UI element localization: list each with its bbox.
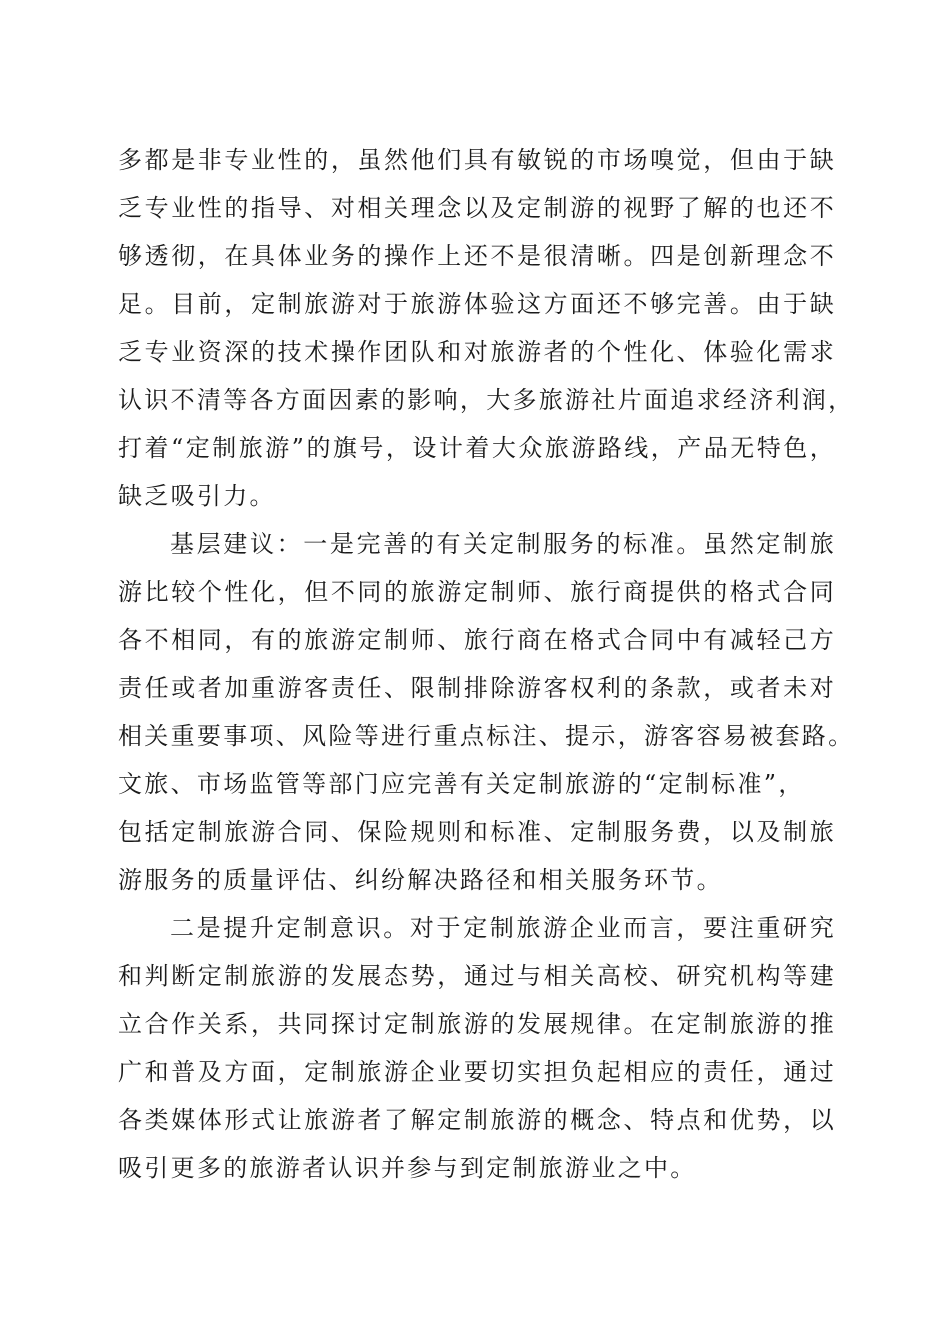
paragraph-2-line-8: 游服务的质量评估、纠纷解决路径和相关服务环节。 [118,866,723,894]
paragraph-3-line-5: 各类媒体形式让旅游者了解定制旅游的概念、特点和优势，以 [118,1106,836,1134]
paragraph-3-line-1: 二是提升定制意识。对于定制旅游企业而言，要注重研究 [170,914,836,942]
paragraph-2-line-1: 基层建议：一是完善的有关定制服务的标准。虽然定制旅 [170,530,836,558]
paragraph-2-line-5: 相关重要事项、风险等进行重点标注、提示，游客容易被套路。 [118,722,855,750]
paragraph-2-line-3: 各不相同，有的旅游定制师、旅行商在格式合同中有减轻己方 [118,626,836,654]
paragraph-3-line-6: 吸引更多的旅游者认识并参与到定制旅游业之中。 [118,1154,697,1182]
paragraph-1-line-8: 缺乏吸引力。 [118,482,276,510]
paragraph-3-line-2: 和判断定制旅游的发展态势，通过与相关高校、研究机构等建 [118,962,836,990]
paragraph-2-line-6: 文旅、市场监管等部门应完善有关定制旅游的“定制标准”， [118,770,805,798]
paragraph-2-line-7: 包括定制旅游合同、保险规则和标准、定制服务费，以及制旅 [118,818,836,846]
paragraph-1-line-5: 乏专业资深的技术操作团队和对旅游者的个性化、体验化需求 [118,338,836,366]
paragraph-3-line-3: 立合作关系，共同探讨定制旅游的发展规律。在定制旅游的推 [118,1010,836,1038]
paragraph-3-line-4: 广和普及方面，定制旅游企业要切实担负起相应的责任，通过 [118,1058,836,1086]
paragraph-1-line-7: 打着“定制旅游”的旗号，设计着大众旅游路线，产品无特色， [118,434,836,462]
paragraph-1-line-2: 乏专业性的指导、对相关理念以及定制游的视野了解的也还不 [118,194,836,222]
paragraph-1-line-6: 认识不清等各方面因素的影响，大多旅游社片面追求经济利润， [118,386,855,414]
paragraph-2-line-2: 游比较个性化，但不同的旅游定制师、旅行商提供的格式合同 [118,578,836,606]
paragraph-1-line-1: 多都是非专业性的，虽然他们具有敏锐的市场嗅觉，但由于缺 [118,146,836,174]
paragraph-1-line-4: 足。目前，定制旅游对于旅游体验这方面还不够完善。由于缺 [118,290,836,318]
paragraph-1-line-3: 够透彻，在具体业务的操作上还不是很清晰。四是创新理念不 [118,242,836,270]
paragraph-2-line-4: 责任或者加重游客责任、限制排除游客权利的条款，或者未对 [118,674,836,702]
